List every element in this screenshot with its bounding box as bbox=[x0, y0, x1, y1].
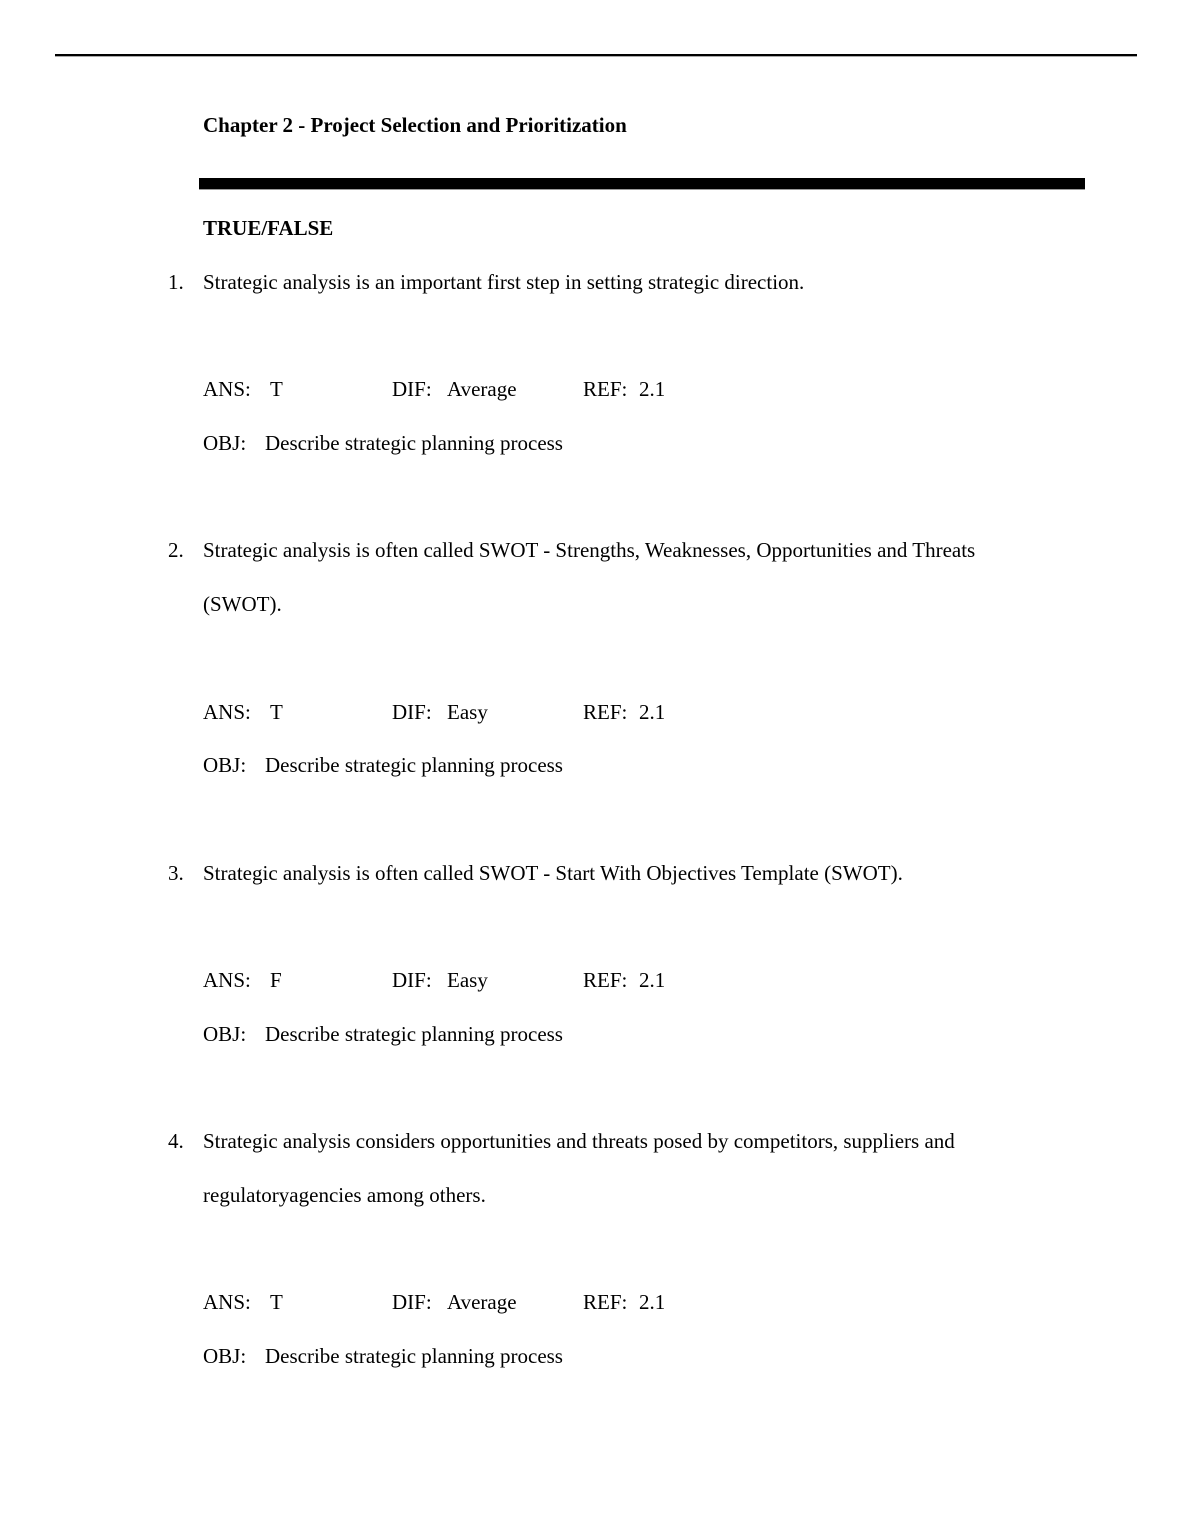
dif-value: Average bbox=[447, 377, 517, 402]
obj-label: OBJ: bbox=[203, 431, 247, 456]
dif-value: Average bbox=[447, 1290, 517, 1315]
obj-label: OBJ: bbox=[203, 753, 247, 778]
blank-line bbox=[203, 632, 1103, 686]
dif-label: DIF: bbox=[392, 377, 432, 402]
dif-label: DIF: bbox=[392, 967, 432, 992]
questions-list bbox=[168, 256, 1103, 1383]
question-text-line bbox=[168, 847, 1103, 901]
question-number: 4. bbox=[168, 1129, 184, 1153]
obj-value: Describe strategic planning process bbox=[265, 431, 563, 456]
blank-line bbox=[203, 1222, 1103, 1276]
dif-label: DIF: bbox=[392, 699, 432, 724]
ans-value: F bbox=[270, 967, 282, 992]
question-text: (SWOT). bbox=[203, 592, 282, 617]
objective-row bbox=[203, 417, 1103, 471]
answer-row bbox=[203, 686, 1103, 740]
blank-line bbox=[203, 900, 1103, 954]
answer-row bbox=[203, 363, 1103, 417]
ans-label: ANS: bbox=[203, 1290, 251, 1315]
question-number: 1. bbox=[168, 270, 184, 294]
obj-value: Describe strategic planning process bbox=[265, 1343, 563, 1368]
question-text-line bbox=[168, 524, 1103, 578]
objective-row bbox=[203, 1330, 1103, 1384]
ans-value: T bbox=[270, 1290, 283, 1315]
ans-label: ANS: bbox=[203, 967, 251, 992]
question-text: Strategic analysis considers opportunities and threats posed by competitors, suppliers and bbox=[203, 1129, 955, 1153]
dif-label: DIF: bbox=[392, 1290, 432, 1315]
obj-value: Describe strategic planning process bbox=[265, 1021, 563, 1046]
question-text: regulatoryagencies among others. bbox=[203, 1182, 486, 1207]
blank-line bbox=[203, 793, 1103, 847]
ref-value: 2.1 bbox=[639, 967, 666, 992]
obj-label: OBJ: bbox=[203, 1021, 247, 1046]
question-text: Strategic analysis is an important first step in setting strategic direction. bbox=[203, 270, 805, 294]
blank-line bbox=[203, 471, 1103, 525]
obj-label: OBJ: bbox=[203, 1343, 247, 1368]
question-text-line bbox=[203, 578, 1103, 632]
answer-row bbox=[203, 954, 1103, 1008]
ans-label: ANS: bbox=[203, 377, 251, 402]
ref-value: 2.1 bbox=[639, 699, 666, 724]
question-number: 2. bbox=[168, 538, 184, 563]
blank-line bbox=[203, 1061, 1103, 1115]
question-text-line bbox=[168, 256, 1103, 310]
ans-value: T bbox=[270, 699, 283, 724]
ref-value: 2.1 bbox=[639, 1290, 666, 1315]
question-text: Strategic analysis is often called SWOT - Start With Objectives Template (SWOT). bbox=[203, 860, 903, 885]
top-rule bbox=[55, 54, 1137, 57]
section-heading: TRUE/FALSE bbox=[203, 216, 334, 240]
ref-label: REF: bbox=[583, 967, 628, 992]
objective-row bbox=[203, 739, 1103, 793]
question-number: 3. bbox=[168, 860, 184, 885]
dif-value: Easy bbox=[447, 967, 488, 992]
obj-value: Describe strategic planning process bbox=[265, 753, 563, 778]
ref-label: REF: bbox=[583, 699, 628, 724]
answer-row bbox=[203, 1276, 1103, 1330]
ref-value: 2.1 bbox=[639, 377, 666, 402]
divider-bar bbox=[199, 178, 1085, 190]
objective-row bbox=[203, 1008, 1103, 1062]
question-text-line bbox=[203, 1169, 1103, 1223]
dif-value: Easy bbox=[447, 699, 488, 724]
chapter-title: Chapter 2 - Project Selection and Prioritization bbox=[203, 113, 627, 137]
ref-label: REF: bbox=[583, 377, 628, 402]
question-text: Strategic analysis is often called SWOT - Strengths, Weaknesses, Opportunities and Threats bbox=[203, 538, 976, 563]
ans-label: ANS: bbox=[203, 699, 251, 724]
blank-line bbox=[203, 310, 1103, 364]
ref-label: REF: bbox=[583, 1290, 628, 1315]
ans-value: T bbox=[270, 377, 283, 402]
question-text-line bbox=[168, 1115, 1103, 1169]
